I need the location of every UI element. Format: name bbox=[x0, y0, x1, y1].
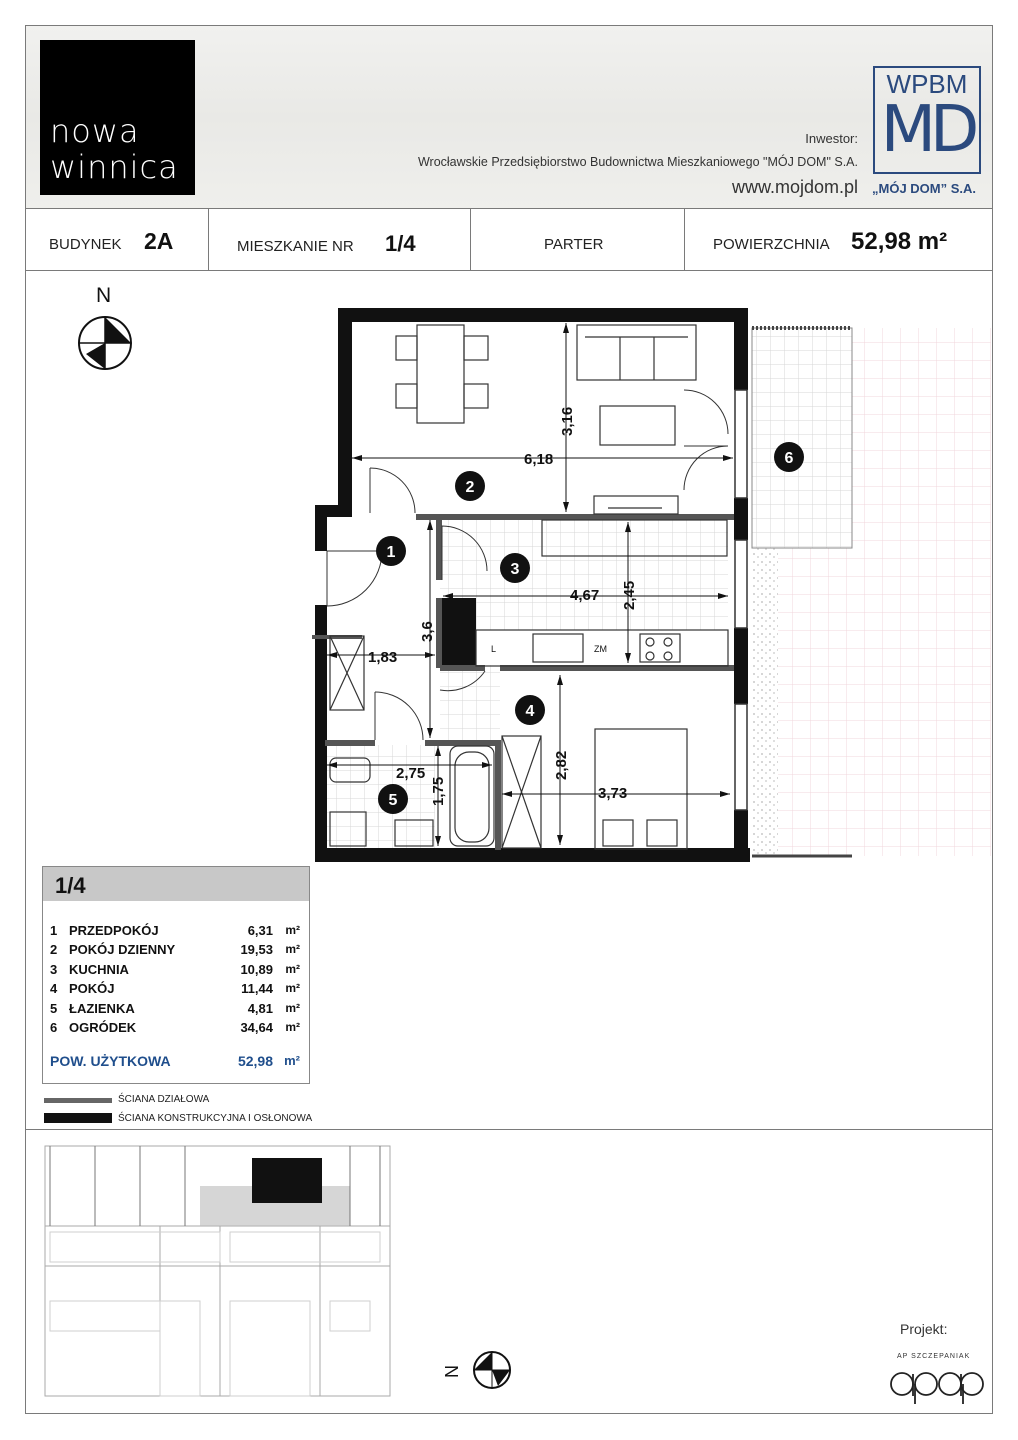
table-row bbox=[50, 1001, 304, 1019]
gravel-strip bbox=[752, 548, 778, 856]
apartment-label: MIESZKANIE NR bbox=[237, 238, 354, 255]
room-marker-1: 1 bbox=[386, 544, 396, 561]
row-area: 19,53 bbox=[240, 942, 273, 957]
room-marker-6: 6 bbox=[784, 450, 794, 467]
terrace bbox=[752, 328, 852, 548]
row-area: 34,64 bbox=[240, 1020, 273, 1035]
project-label: Projekt: bbox=[900, 1321, 948, 1337]
area-value: 52,98 m² bbox=[851, 228, 948, 255]
row-name: ŁAZIENKA bbox=[69, 1001, 135, 1016]
row-area: 10,89 bbox=[240, 962, 273, 977]
row-unit: m² bbox=[285, 1001, 300, 1015]
sink-label: L bbox=[491, 644, 497, 654]
row-name: KUCHNIA bbox=[69, 962, 129, 977]
wpbm-logo-main: MD bbox=[880, 93, 974, 167]
dim-living-width: 6,18 bbox=[524, 451, 554, 468]
room-marker-5: 5 bbox=[388, 792, 398, 809]
row-unit: m² bbox=[285, 1020, 300, 1034]
dim-living-depth: 3,16 bbox=[559, 406, 576, 436]
dim-kitchen-width: 4,67 bbox=[570, 587, 600, 604]
dim-room-width: 3,73 bbox=[598, 785, 628, 802]
dim-hall-length: 3,6 bbox=[419, 621, 436, 642]
dim-hall-width: 1,83 bbox=[368, 649, 398, 666]
structural-wall-swatch bbox=[44, 1113, 112, 1123]
row-num: 1 bbox=[50, 923, 58, 938]
dim-kitchen-depth: 2,45 bbox=[621, 580, 638, 610]
row-area: 11,44 bbox=[241, 981, 273, 996]
key-plan-north-icon bbox=[438, 1348, 516, 1392]
dim-bath-width: 2,75 bbox=[396, 765, 426, 782]
row-name: PRZEDPOKÓJ bbox=[69, 923, 159, 938]
row-num: 6 bbox=[50, 1020, 58, 1035]
project-studio: AP SZCZEPANIAK bbox=[897, 1353, 971, 1360]
table-row bbox=[50, 923, 304, 941]
structural-wall-label: ŚCIANA KONSTRUKCYJNA I OSŁONOWA bbox=[118, 1113, 313, 1124]
north-label: N bbox=[96, 284, 112, 307]
floor-label: PARTER bbox=[544, 236, 604, 253]
area-label: POWIERZCHNIA bbox=[713, 236, 830, 253]
row-num: 2 bbox=[50, 942, 58, 957]
room-marker-2: 2 bbox=[465, 479, 475, 496]
room-marker-3: 3 bbox=[510, 561, 520, 578]
section-divider bbox=[25, 1129, 993, 1130]
table-row bbox=[50, 1020, 304, 1038]
windows bbox=[735, 390, 747, 810]
wpbm-logo-top: WPBM bbox=[886, 69, 968, 99]
row-unit: m² bbox=[285, 942, 300, 956]
row-unit: m² bbox=[285, 981, 300, 995]
kitchen-floor bbox=[440, 520, 728, 630]
table-row bbox=[50, 981, 304, 999]
key-plan bbox=[40, 1136, 410, 1410]
room-table-title: 1/4 bbox=[55, 873, 86, 898]
wpbm-logo-sub: „MÓJ DOM” S.A. bbox=[872, 181, 977, 196]
investor-url[interactable]: www.mojdom.pl bbox=[731, 177, 858, 197]
row-num: 5 bbox=[50, 1001, 58, 1016]
table-row bbox=[50, 962, 304, 980]
row-name: POKÓJ bbox=[69, 981, 115, 996]
total-value: 52,98 bbox=[237, 1053, 273, 1069]
row-num: 4 bbox=[50, 981, 58, 996]
row-area: 6,31 bbox=[247, 923, 273, 938]
dishwasher-label: ZM bbox=[594, 644, 607, 654]
total-unit: m² bbox=[284, 1053, 300, 1068]
row-unit: m² bbox=[285, 923, 300, 937]
table-row bbox=[50, 942, 304, 960]
row-num: 3 bbox=[50, 962, 58, 977]
partition-wall-label: ŚCIANA DZIAŁOWA bbox=[118, 1094, 210, 1105]
row-name: OGRÓDEK bbox=[69, 1020, 137, 1035]
investor-name: Wrocławskie Przedsiębiorstwo Budownictwa Mieszkaniowego "MÓJ DOM" S.A. bbox=[417, 155, 858, 169]
highlighted-apartment bbox=[252, 1158, 322, 1203]
apap-logo bbox=[890, 1364, 986, 1404]
bathroom-entry-floor bbox=[440, 665, 500, 745]
row-unit: m² bbox=[285, 962, 300, 976]
partition-wall-swatch bbox=[44, 1098, 112, 1103]
total-label: POW. UŻYTKOWA bbox=[50, 1053, 171, 1069]
dim-room-depth: 2,82 bbox=[553, 750, 570, 780]
key-plan-north-label: N bbox=[442, 1365, 462, 1378]
apartment-value: 1/4 bbox=[385, 231, 416, 256]
logo-line-1: nowa bbox=[50, 112, 140, 150]
investor-label: Inwestor: bbox=[805, 131, 858, 146]
logo-line-2: winnica bbox=[50, 148, 179, 186]
row-name: POKÓJ DZIENNY bbox=[69, 942, 176, 957]
building-value: 2A bbox=[144, 228, 174, 254]
room-table bbox=[42, 866, 310, 1084]
row-area: 4,81 bbox=[247, 1001, 273, 1016]
room-table-header bbox=[43, 867, 309, 901]
room-marker-4: 4 bbox=[525, 703, 535, 720]
dim-bath-depth: 1,75 bbox=[430, 776, 447, 806]
building-label: BUDYNEK bbox=[49, 236, 122, 253]
